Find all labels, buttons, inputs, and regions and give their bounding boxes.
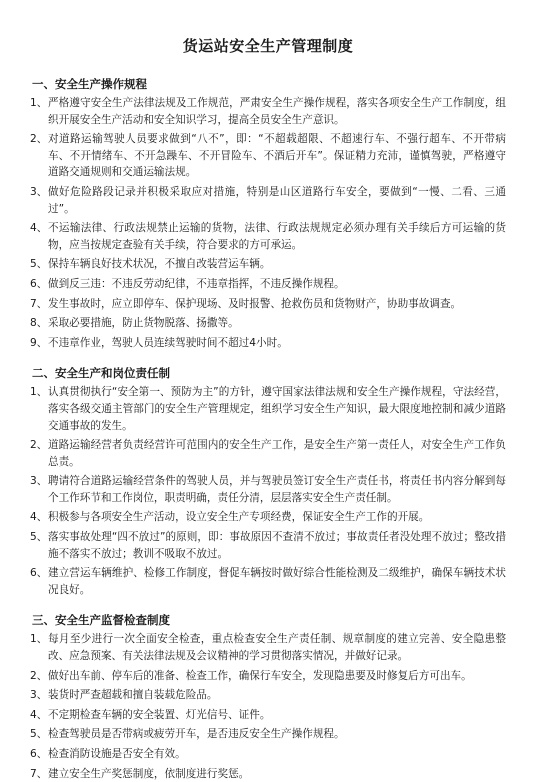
list-item xyxy=(30,437,506,470)
item-text: 聘请符合道路运输经营条件的驾驶人员，并与驾驶员签订安全生产责任书，将责任书内容分解到每个工作环节和工作岗位，职责明确，责任分清，层层落实安全生产责任制。 xyxy=(48,475,506,504)
list-item xyxy=(30,565,506,598)
item-text: 做好危险路段记录并积极采取应对措施，特别是山区道路行车安全，要做到“一慢、二看、三通过”。 xyxy=(48,185,506,215)
list-item xyxy=(30,631,506,664)
list-item xyxy=(30,184,506,217)
item-text: 落实事故处理“四不放过”的原则，即：事故原因不查清不放过；事故责任者没处理不放过；整改措施不落实不放过；教训不吸取不放过。 xyxy=(48,531,506,560)
item-number: 7、 xyxy=(30,297,48,310)
item-number: 5、 xyxy=(30,258,48,271)
list-item xyxy=(30,766,506,782)
list-item xyxy=(30,131,506,181)
item-number: 6、 xyxy=(30,567,48,580)
item-text: 装货时严查超载和擅自装载危险品。 xyxy=(48,689,218,702)
item-number: 6、 xyxy=(30,748,48,760)
item-number: 1、 xyxy=(30,97,48,109)
section-item-list xyxy=(30,384,506,598)
item-text: 检查消防设施是否安全有效。 xyxy=(48,748,186,760)
section-1 xyxy=(30,76,506,351)
list-item xyxy=(30,529,506,562)
item-text: 建立营运车辆维护、检修工作制度，督促车辆按时做好综合性能检测及二级维护，确保车辆技术状况良好。 xyxy=(48,567,506,596)
list-item xyxy=(30,473,506,506)
item-number: 3、 xyxy=(30,689,48,702)
item-text: 不违章作业，驾驶人员连续驾驶时间不超过4小时。 xyxy=(48,336,288,349)
list-item xyxy=(30,687,506,704)
list-item xyxy=(30,335,506,352)
section-heading: 三、安全生产监督检查制度 xyxy=(32,613,170,628)
list-item xyxy=(30,746,506,763)
section-3 xyxy=(30,612,506,782)
list-item xyxy=(30,220,506,253)
item-number: 2、 xyxy=(30,669,48,682)
item-text: 严格遵守安全生产法律法规及工作规范，严肃安全生产操作规程，落实各项安全生产工作制度，组织开展安全生产活动和安全知识学习，提高全员安全生产意识。 xyxy=(48,97,506,126)
item-number: 1、 xyxy=(30,633,48,646)
section-heading: 二、安全生产和岗位责任制 xyxy=(32,366,170,381)
item-text: 道路运输经营者负责经营许可范围内的安全生产工作，是安全生产第一责任人，对安全生产工作负总责。 xyxy=(48,439,506,468)
item-text: 认真贯彻执行“安全第一、预防为主”的方针，遵守国家法律法规和安全生产操作规程，守法经营，落实各级交通主管部门的安全生产管理规定，组织学习安全生产知识，最大限度地控制和减少道路交通事故的发生。 xyxy=(48,386,506,432)
section-heading: 一、安全生产操作规程 xyxy=(32,77,147,91)
section-item-list xyxy=(30,95,506,351)
item-number: 8、 xyxy=(30,317,48,330)
item-number: 3、 xyxy=(30,475,48,488)
list-item xyxy=(30,315,506,332)
list-item xyxy=(30,509,506,526)
item-text: 采取必要措施，防止货物脱落、扬撒等。 xyxy=(48,317,239,330)
item-number: 1、 xyxy=(30,386,48,399)
item-number: 7、 xyxy=(30,767,48,780)
item-number: 2、 xyxy=(30,133,48,146)
item-number: 9、 xyxy=(30,336,48,349)
document-title: 货运站安全生产管理制度 xyxy=(182,37,354,55)
item-number: 5、 xyxy=(30,728,48,741)
list-item xyxy=(30,276,506,293)
item-number: 4、 xyxy=(30,222,48,235)
item-number: 6、 xyxy=(30,277,48,290)
item-text: 做到反三违：不违反劳动纪律，不违章指挥，不违反操作规程。 xyxy=(48,277,345,290)
list-item xyxy=(30,726,506,743)
list-item xyxy=(30,384,506,434)
section-item-list xyxy=(30,631,506,782)
item-text: 检查驾驶员是否带病或疲劳开车，是否违反安全生产操作规程。 xyxy=(48,728,345,741)
item-text: 保持车辆良好技术状况，不擅自改装营运车辆。 xyxy=(48,258,271,271)
item-text: 发生事故时，应立即停车、保护现场、及时报警、抢救伤员和货物财产，协助事故调查。 xyxy=(48,297,462,310)
document-body xyxy=(30,76,506,782)
item-number: 2、 xyxy=(30,439,48,452)
item-text: 积极参与各项安全生产活动，设立安全生产专项经费，保证安全生产工作的开展。 xyxy=(48,511,430,524)
item-number: 5、 xyxy=(30,531,48,544)
list-item xyxy=(30,296,506,313)
item-text: 建立安全生产奖惩制度，依制度进行奖惩。 xyxy=(48,767,250,780)
item-number: 3、 xyxy=(30,185,48,198)
item-number: 4、 xyxy=(30,511,48,524)
list-item xyxy=(30,668,506,685)
item-text: 做好出车前、停车后的准备、检查工作，确保行车安全，发现隐患要及时修复后方可出车。 xyxy=(48,669,472,682)
list-item xyxy=(30,95,506,128)
item-number: 4、 xyxy=(30,708,48,721)
list-item xyxy=(30,707,506,724)
list-item xyxy=(30,256,506,273)
item-text: 不运输法律、行政法规禁止运输的货物，法律、行政法规规定必须办理有关手续后方可运输的货物，应当按规定查验有关手续，符合要求的方可承运。 xyxy=(48,222,506,251)
item-text: 不定期检查车辆的安全装置、灯光信号、证件。 xyxy=(48,708,271,721)
item-text: 每月至少进行一次全面安全检查，重点检查安全生产责任制、规章制度的建立完善、安全隐患整改、应急预案、有关法律法规及会议精神的学习贯彻落实情况，并做好记录。 xyxy=(48,633,506,663)
item-text: 对道路运输驾驶人员要求做到“八不”，即：“不超载超限、不超速行车、不强行超车、不开带病车、不开情绪车、不开急躁车、不开冒险车、不酒后开车”。保证精力充沛，谨慎驾驶，严格遵守道路交通规则和交通运输法规。 xyxy=(48,133,506,179)
section-2 xyxy=(30,365,506,598)
